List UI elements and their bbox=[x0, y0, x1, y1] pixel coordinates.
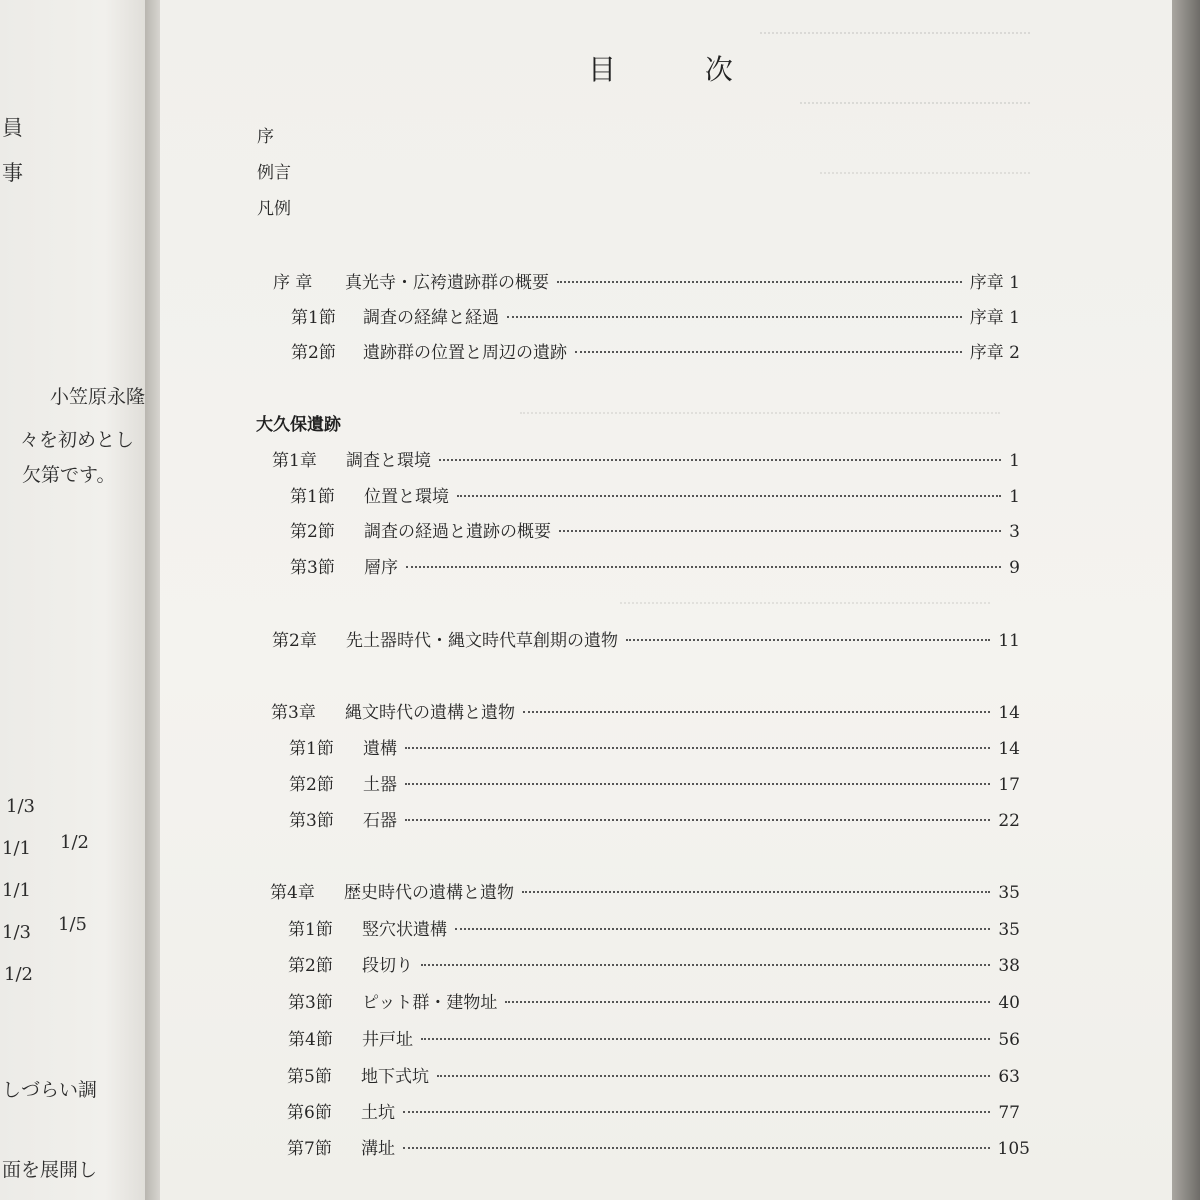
section-title: 調査の経過と遺跡の概要 bbox=[364, 522, 551, 542]
page-number: 38 bbox=[998, 956, 1020, 976]
page-number: 63 bbox=[998, 1067, 1020, 1087]
leader-dots bbox=[403, 1111, 990, 1113]
left-fragment: 1/2 bbox=[4, 964, 33, 985]
page-number: 35 bbox=[998, 920, 1020, 940]
page-number: 40 bbox=[998, 993, 1020, 1013]
toc-section-entry[interactable] bbox=[288, 988, 1020, 1012]
toc-chapter-entry[interactable] bbox=[271, 698, 1020, 722]
page-number: 11 bbox=[998, 631, 1020, 651]
toc-section-entry[interactable] bbox=[287, 1062, 1020, 1086]
front-matter-item[interactable]: 序 bbox=[257, 127, 274, 147]
leader-dots bbox=[559, 530, 1001, 532]
section-number: 第2節 bbox=[290, 522, 335, 542]
section-title: 土坑 bbox=[361, 1103, 395, 1123]
left-fragment: 々を初めとし bbox=[20, 429, 135, 451]
leader-dots bbox=[626, 639, 990, 641]
toc-section-entry[interactable] bbox=[290, 553, 1020, 577]
page-number: 56 bbox=[998, 1030, 1020, 1050]
section-title: ピット群・建物址 bbox=[362, 993, 498, 1013]
left-facing-page bbox=[0, 0, 150, 1200]
section-title: 石器 bbox=[363, 811, 397, 831]
page-number: 35 bbox=[998, 883, 1020, 903]
section-title: 竪穴状遺構 bbox=[362, 920, 447, 940]
page-title: 目 次 bbox=[588, 53, 773, 86]
section-number: 第1節 bbox=[289, 739, 334, 759]
section-number: 第6節 bbox=[287, 1103, 332, 1123]
leader-dots bbox=[406, 566, 1001, 568]
left-fragment: 1/3 bbox=[2, 922, 31, 943]
toc-section-entry[interactable] bbox=[288, 915, 1020, 939]
section-title: 位置と環境 bbox=[364, 487, 449, 507]
toc-section-entry[interactable] bbox=[291, 338, 1020, 362]
page-number: 22 bbox=[998, 811, 1020, 831]
leader-dots bbox=[522, 891, 990, 893]
toc-chapter-entry[interactable] bbox=[272, 626, 1020, 650]
section-number: 第1節 bbox=[288, 920, 333, 940]
toc-chapter-entry[interactable] bbox=[270, 878, 1020, 902]
left-fragment: 1/3 bbox=[6, 796, 35, 817]
chapter-title: 歴史時代の遺構と遺物 bbox=[344, 883, 514, 903]
toc-section-entry[interactable] bbox=[287, 1098, 1020, 1122]
page-number: 14 bbox=[998, 703, 1020, 723]
left-fragment: 面を展開し bbox=[2, 1159, 98, 1181]
page-number: 105 bbox=[997, 1139, 1030, 1159]
leader-dots bbox=[523, 711, 990, 713]
left-fragment: 1/5 bbox=[58, 914, 87, 935]
page-number: 17 bbox=[998, 775, 1020, 795]
leader-dots bbox=[455, 928, 990, 930]
front-matter-item[interactable]: 例言 bbox=[257, 163, 291, 183]
section-title: 遺構 bbox=[363, 739, 397, 759]
toc-section-entry[interactable] bbox=[289, 770, 1020, 794]
section-number: 第7節 bbox=[287, 1139, 332, 1159]
section-title: 溝址 bbox=[361, 1139, 395, 1159]
page-number: 9 bbox=[1009, 558, 1020, 578]
chapter-title: 先土器時代・縄文時代草創期の遺物 bbox=[346, 631, 618, 651]
left-fragment: 1/1 bbox=[2, 838, 31, 859]
section-number: 第3節 bbox=[288, 993, 333, 1013]
leader-dots bbox=[437, 1075, 990, 1077]
section-number: 第5節 bbox=[287, 1067, 332, 1087]
left-fragment: 1/2 bbox=[60, 832, 89, 853]
chapter-number: 第1章 bbox=[272, 451, 317, 471]
left-fragment: 員 bbox=[2, 116, 23, 140]
leader-dots bbox=[405, 783, 990, 785]
front-matter-item[interactable]: 凡例 bbox=[257, 199, 291, 219]
leader-dots bbox=[575, 351, 962, 353]
left-fragment: 欠第です。 bbox=[22, 464, 116, 486]
leader-dots bbox=[457, 495, 1001, 497]
section-number: 第1節 bbox=[291, 308, 336, 328]
section-number: 第3節 bbox=[290, 558, 335, 578]
page-edge-shadow bbox=[1172, 0, 1200, 1200]
leader-dots bbox=[421, 964, 990, 966]
section-title: 段切り bbox=[362, 956, 413, 976]
page-number: 1 bbox=[1009, 487, 1020, 507]
section-number: 第3節 bbox=[289, 811, 334, 831]
toc-chapter-entry[interactable] bbox=[272, 446, 1020, 470]
section-number: 第4節 bbox=[288, 1030, 333, 1050]
leader-dots bbox=[405, 747, 990, 749]
page-number: 77 bbox=[998, 1103, 1020, 1123]
toc-section-entry[interactable] bbox=[288, 951, 1020, 975]
toc-section-entry[interactable] bbox=[291, 303, 1020, 327]
section-number: 第2節 bbox=[289, 775, 334, 795]
toc-chapter-entry[interactable] bbox=[273, 268, 1020, 292]
toc-section-entry[interactable] bbox=[287, 1134, 1030, 1158]
page-number: 序章 2 bbox=[969, 343, 1020, 363]
left-fragment: しづらい調 bbox=[2, 1079, 98, 1101]
left-fragment: 小笠原永隆 bbox=[50, 386, 146, 408]
leader-dots bbox=[505, 1001, 990, 1003]
leader-dots bbox=[507, 316, 962, 318]
section-number: 第1節 bbox=[290, 487, 335, 507]
chapter-title: 真光寺・広袴遺跡群の概要 bbox=[345, 273, 549, 293]
page-number: 14 bbox=[998, 739, 1020, 759]
section-title: 井戸址 bbox=[362, 1030, 413, 1050]
chapter-title: 縄文時代の遺構と遺物 bbox=[345, 703, 515, 723]
page-number: 1 bbox=[1009, 451, 1020, 471]
site-heading: 大久保遺跡 bbox=[256, 415, 341, 435]
leader-dots bbox=[403, 1147, 990, 1149]
leader-dots bbox=[405, 819, 990, 821]
leader-dots bbox=[557, 281, 962, 283]
section-number: 第2節 bbox=[291, 343, 336, 363]
page-number: 3 bbox=[1009, 522, 1020, 542]
section-title: 地下式坑 bbox=[361, 1067, 429, 1087]
section-title: 遺跡群の位置と周辺の遺跡 bbox=[363, 343, 567, 363]
section-title: 土器 bbox=[363, 775, 397, 795]
toc-section-entry[interactable] bbox=[290, 517, 1020, 541]
page-number: 序章 1 bbox=[969, 308, 1020, 328]
toc-section-entry[interactable] bbox=[290, 482, 1020, 506]
page-number: 序章 1 bbox=[969, 273, 1020, 293]
left-fragment: 事 bbox=[2, 161, 23, 185]
leader-dots bbox=[421, 1038, 990, 1040]
toc-section-entry[interactable] bbox=[289, 806, 1020, 830]
toc-section-entry[interactable] bbox=[289, 734, 1020, 758]
chapter-title: 調査と環境 bbox=[346, 451, 431, 471]
chapter-number: 第4章 bbox=[270, 883, 315, 903]
toc-section-entry[interactable] bbox=[288, 1025, 1020, 1049]
chapter-number: 第2章 bbox=[272, 631, 317, 651]
left-fragment: 1/1 bbox=[2, 880, 31, 901]
section-title: 層序 bbox=[364, 558, 398, 578]
section-title: 調査の経緯と経過 bbox=[363, 308, 499, 328]
leader-dots bbox=[439, 459, 1001, 461]
section-number: 第2節 bbox=[288, 956, 333, 976]
chapter-number: 序 章 bbox=[273, 273, 313, 293]
chapter-number: 第3章 bbox=[271, 703, 316, 723]
